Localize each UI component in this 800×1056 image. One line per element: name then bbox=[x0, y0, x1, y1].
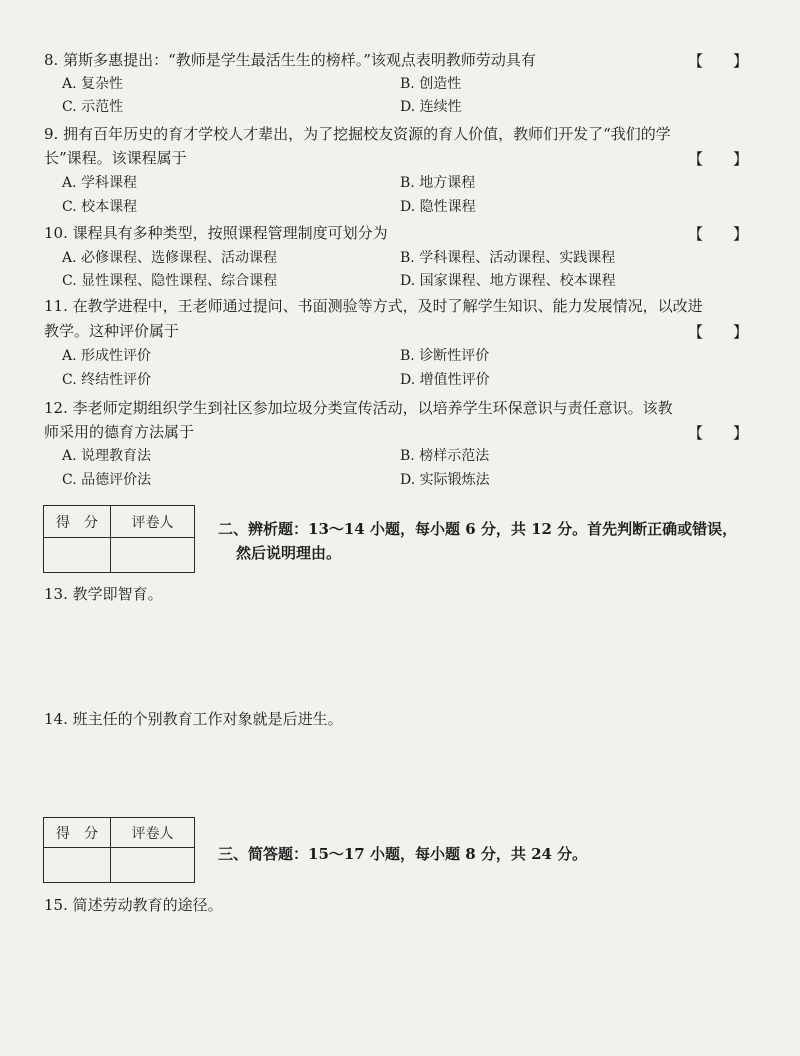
answer-bracket-9: 【 】 bbox=[688, 150, 749, 168]
question-8-stem: 8. 第斯多惠提出：“教师是学生最活生生的榜样。”该观点表明教师劳动具有 bbox=[44, 51, 536, 69]
grader-label: 评卷人 bbox=[111, 818, 195, 848]
q12-option-b: B. 榜样示范法 bbox=[400, 448, 490, 464]
question-9-stem-line2: 长”课程。该课程属于 bbox=[44, 149, 187, 167]
q11-option-a: A. 形成性评价 bbox=[62, 348, 152, 364]
question-15: 15. 简述劳动教育的途径。 bbox=[44, 896, 223, 914]
q9-option-c: C. 校本课程 bbox=[62, 199, 138, 215]
q10-option-b: B. 学科课程、活动课程、实践课程 bbox=[400, 250, 616, 266]
score-cell[interactable] bbox=[44, 848, 111, 883]
grader-cell[interactable] bbox=[111, 848, 195, 883]
question-13: 13. 教学即智育。 bbox=[44, 585, 163, 603]
score-label: 得 分 bbox=[44, 506, 111, 538]
q10-option-a: A. 必修课程、选修课程、活动课程 bbox=[62, 250, 278, 266]
q8-option-d: D. 连续性 bbox=[400, 99, 462, 115]
question-12-stem-line2: 师采用的德育方法属于 bbox=[44, 423, 195, 441]
question-10-stem: 10. 课程具有多种类型，按照课程管理制度可划分为 bbox=[44, 224, 388, 242]
question-14: 14. 班主任的个别教育工作对象就是后进生。 bbox=[44, 710, 343, 728]
q8-option-a: A. 复杂性 bbox=[62, 76, 124, 92]
answer-bracket-10: 【 】 bbox=[688, 225, 749, 243]
q8-option-c: C. 示范性 bbox=[62, 99, 124, 115]
score-box-section-3 bbox=[43, 817, 195, 883]
q10-option-d: D. 国家课程、地方课程、校本课程 bbox=[400, 273, 616, 289]
question-12-stem-line1: 12. 李老师定期组织学生到社区参加垃圾分类宣传活动，以培养学生环保意识与责任意识。该教 bbox=[44, 399, 673, 417]
q12-option-d: D. 实际锻炼法 bbox=[400, 472, 490, 488]
score-label: 得 分 bbox=[44, 818, 111, 848]
question-11-stem-line1: 11. 在教学进程中，王老师通过提问、书面测验等方式，及时了解学生知识、能力发展情况，以改进 bbox=[44, 297, 703, 315]
q9-option-a: A. 学科课程 bbox=[62, 175, 138, 191]
q11-option-c: C. 终结性评价 bbox=[62, 372, 152, 388]
q9-option-d: D. 隐性课程 bbox=[400, 199, 476, 215]
q12-option-c: C. 品德评价法 bbox=[62, 472, 152, 488]
q12-option-a: A. 说理教育法 bbox=[62, 448, 152, 464]
section-2-heading-line2: 然后说明理由。 bbox=[236, 544, 342, 562]
answer-bracket-12: 【 】 bbox=[688, 424, 749, 442]
answer-space-14[interactable] bbox=[44, 733, 744, 813]
answer-space-13[interactable] bbox=[44, 608, 744, 703]
q9-option-b: B. 地方课程 bbox=[400, 175, 476, 191]
score-cell[interactable] bbox=[44, 538, 111, 573]
question-11-stem-line2: 教学。这种评价属于 bbox=[44, 322, 180, 340]
grader-cell[interactable] bbox=[111, 538, 195, 573]
question-9-stem-line1: 9. 拥有百年历史的育才学校人才辈出，为了挖掘校友资源的育人价值，教师们开发了“我们的学 bbox=[44, 125, 671, 143]
section-3-heading: 三、简答题：15～17 小题，每小题 8 分，共 24 分。 bbox=[218, 845, 588, 863]
section-2-heading-line1: 二、辨析题：13～14 小题，每小题 6 分，共 12 分。首先判断正确或错误， bbox=[218, 520, 738, 538]
answer-space-15[interactable] bbox=[44, 920, 744, 1040]
grader-label: 评卷人 bbox=[111, 506, 195, 538]
q8-option-b: B. 创造性 bbox=[400, 76, 462, 92]
answer-bracket-8: 【 】 bbox=[688, 52, 749, 70]
answer-bracket-11: 【 】 bbox=[688, 323, 749, 341]
score-box-section-2 bbox=[43, 505, 195, 573]
q11-option-b: B. 诊断性评价 bbox=[400, 348, 490, 364]
q11-option-d: D. 增值性评价 bbox=[400, 372, 490, 388]
q10-option-c: C. 显性课程、隐性课程、综合课程 bbox=[62, 273, 278, 289]
